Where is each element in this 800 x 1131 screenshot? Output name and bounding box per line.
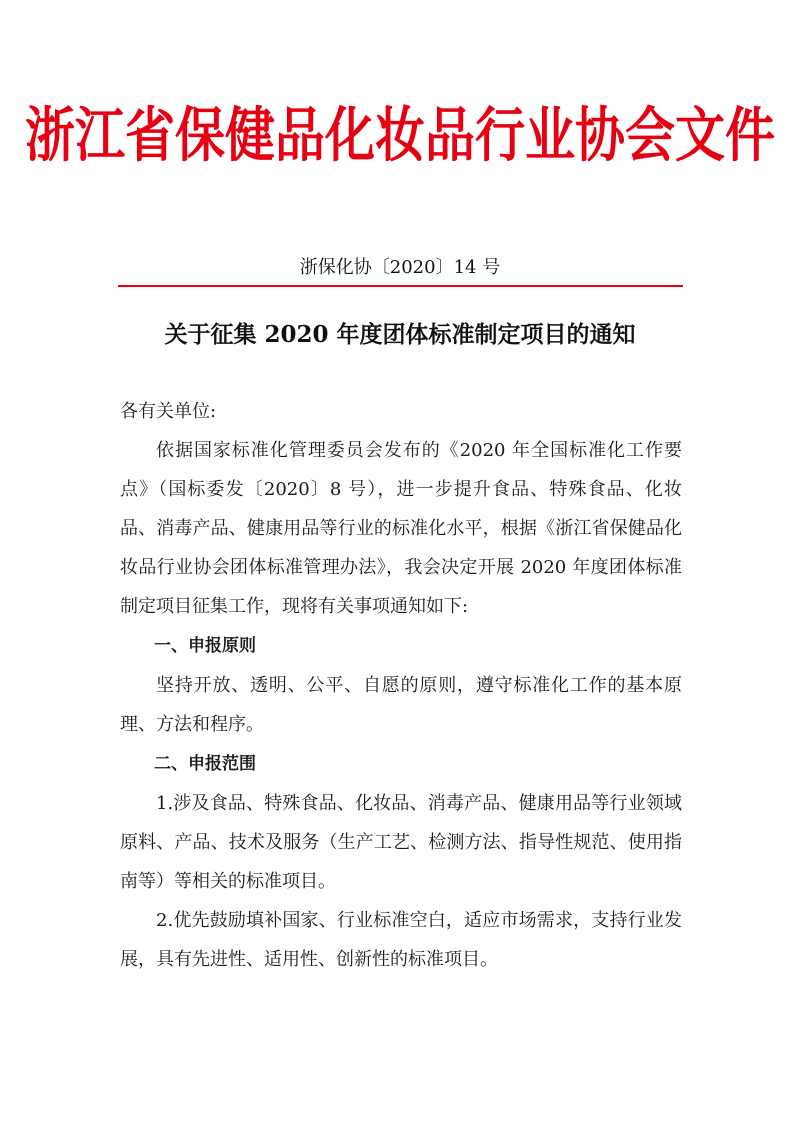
red-divider-line	[118, 285, 683, 287]
scope-paragraph-2: 2.优先鼓励填补国家、行业标准空白，适应市场需求，支持行业发展，具有先进性、适用性、创新性的标准项目。	[120, 910, 682, 970]
document-number: 浙保化协〔2020〕14 号	[299, 257, 501, 278]
section-heading-scope: 二、申报范围	[154, 754, 256, 774]
notice-title: 关于征集 2020 年度团体标准制定项目的通知	[164, 321, 636, 348]
principles-paragraph: 坚持开放、透明、公平、自愿的原则，遵守标准化工作的基本原理、方法和程序。	[120, 675, 682, 735]
intro-paragraph: 依据国家标准化管理委员会发布的《2020 年全国标准化工作要点》（国标委发〔2020〕8 号），进一步提升食品、特殊食品、化妆品、消毒产品、健康用品等行业的标准化水平，根据《浙江省保健品化妆品行业协会团体标准管理办法》，我会决定开展 2020 年度团体标准制定项目征集工作，现将有关事项通知如下:	[120, 440, 682, 617]
section-heading-principles: 一、申报原则	[154, 636, 256, 656]
scope-paragraph-1: 1.涉及食品、特殊食品、化妆品、消毒产品、健康用品等行业领域原料、产品、技术及服务（生产工艺、检测方法、指导性规范、使用指南等）等相关的标准项目。	[120, 793, 682, 892]
notice-body	[120, 392, 682, 979]
salutation: 各有关单位:	[120, 401, 217, 422]
org-document-header: 浙江省保健品化妆品行业协会文件	[25, 100, 775, 170]
